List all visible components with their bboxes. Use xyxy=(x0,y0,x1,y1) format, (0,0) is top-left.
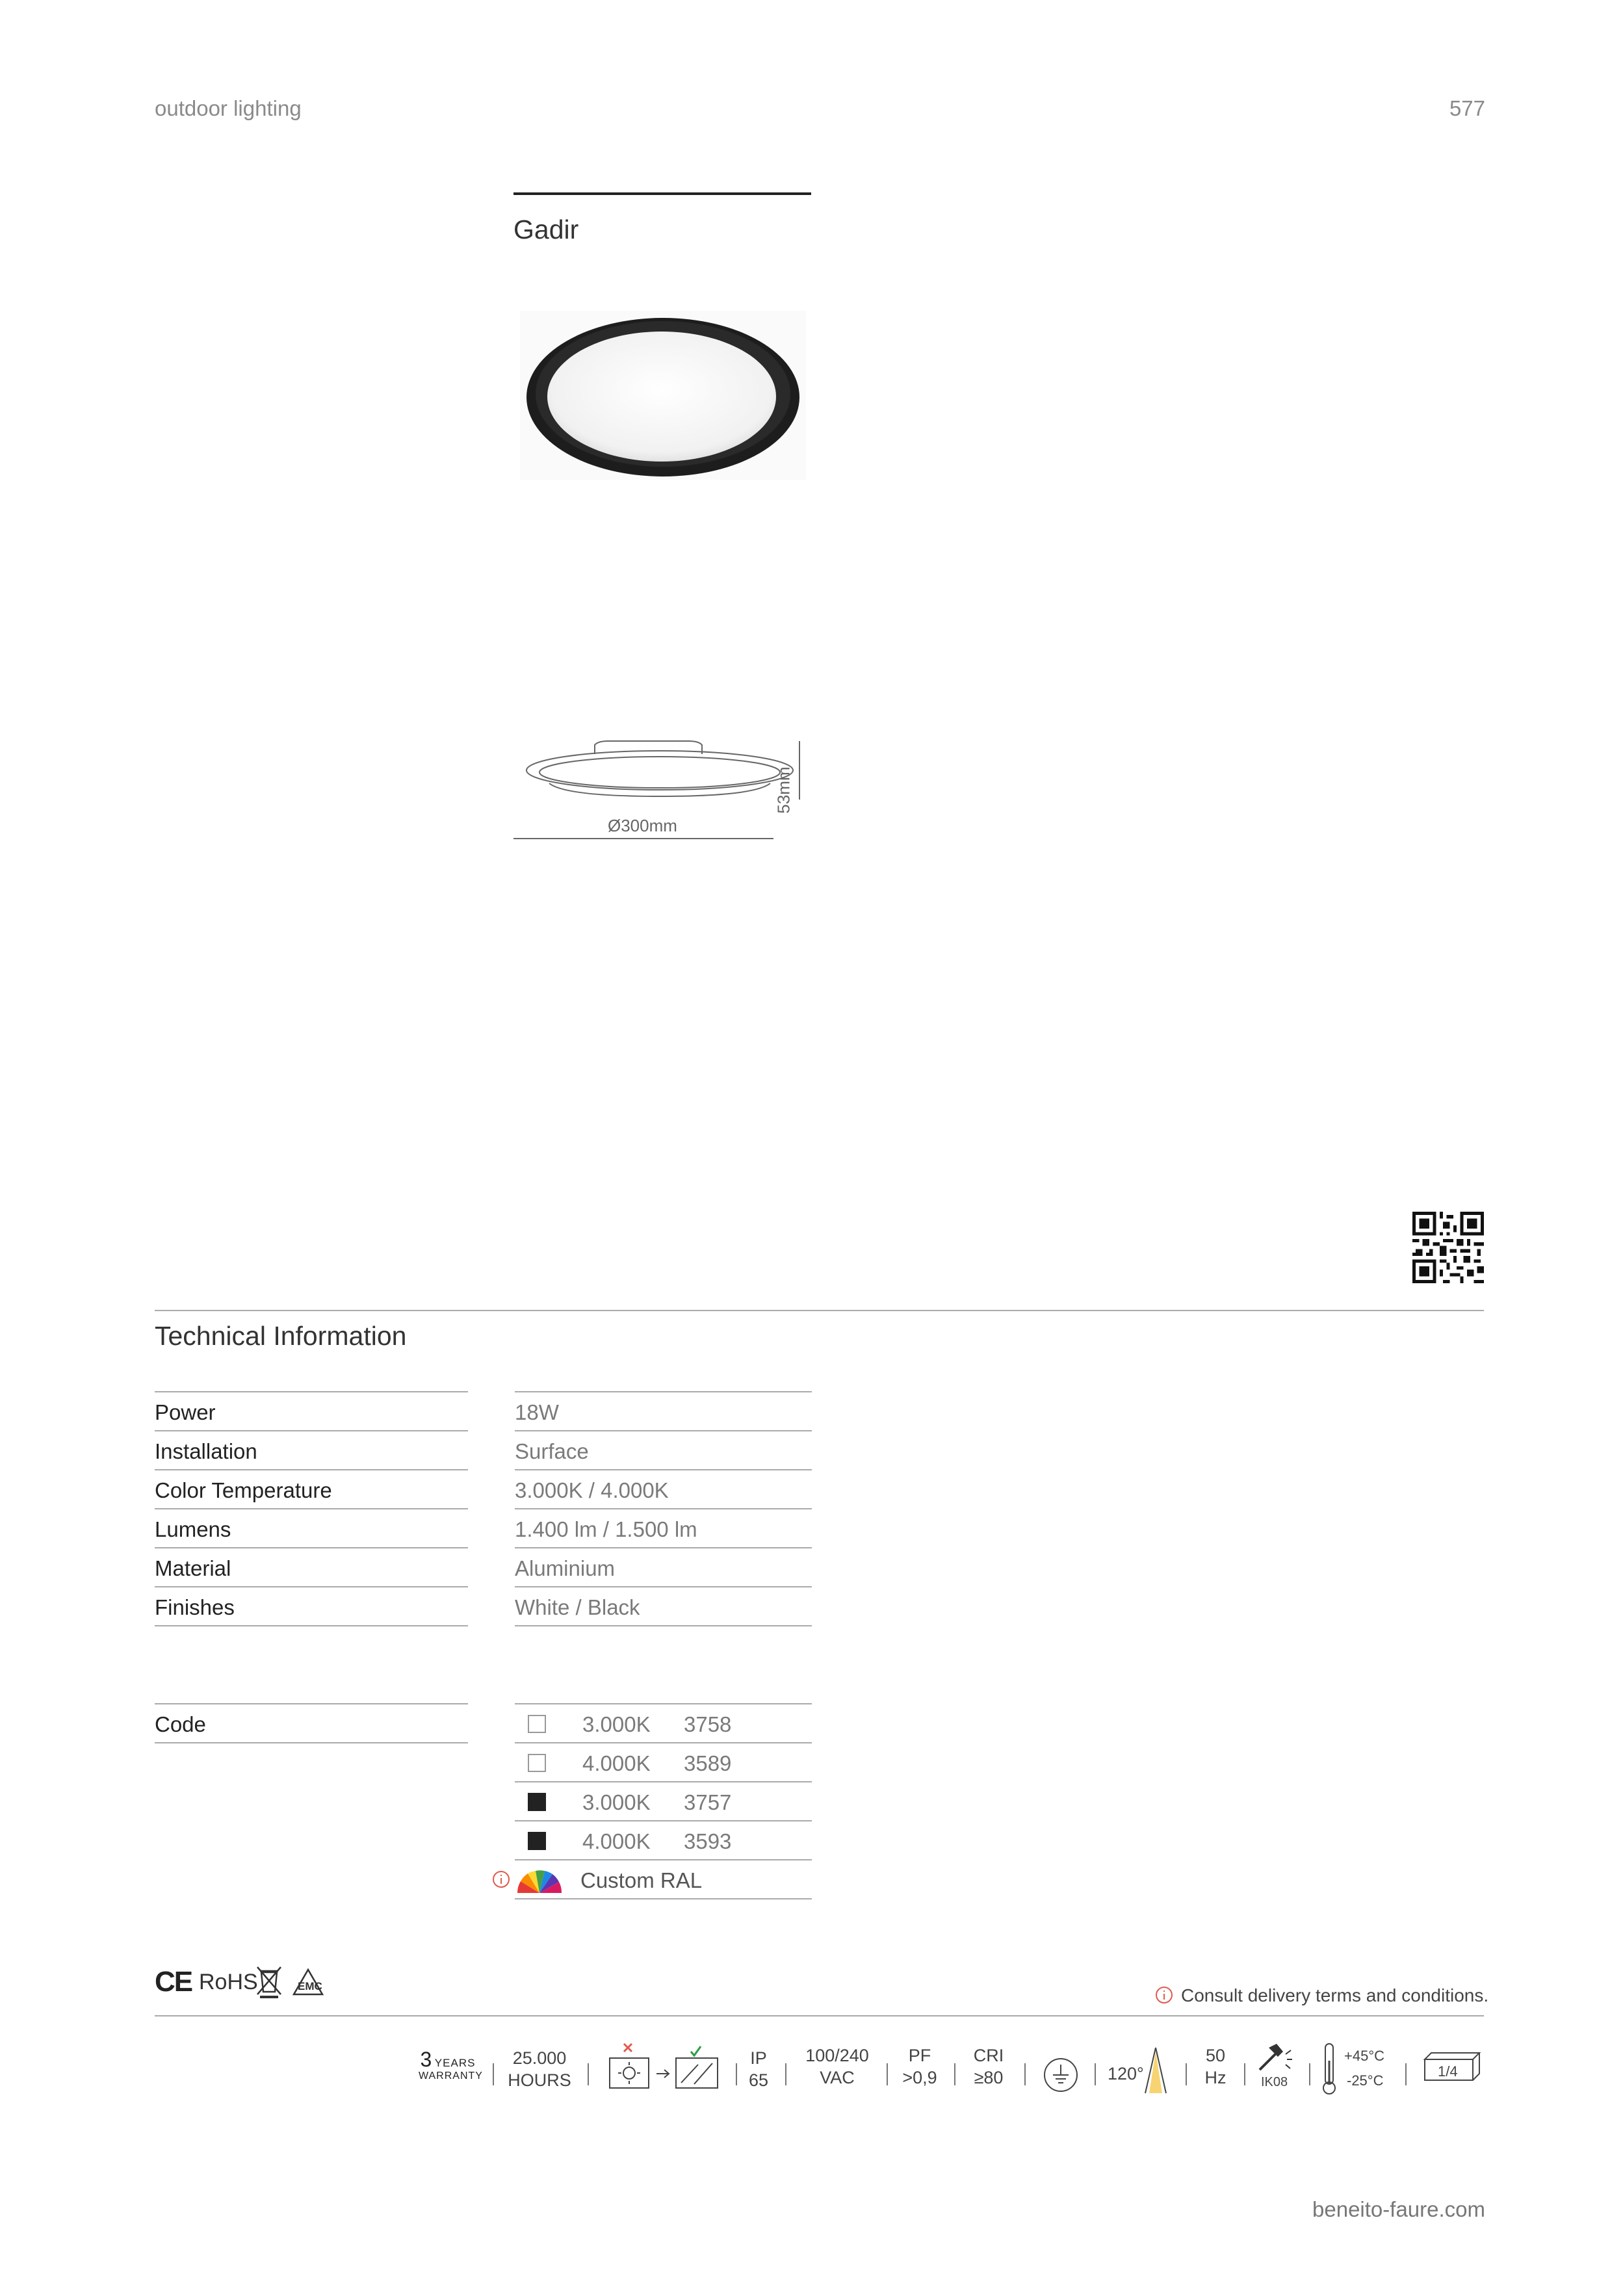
hours-badge xyxy=(507,2048,572,2092)
spec-separator xyxy=(493,2063,494,2085)
white-finish-swatch xyxy=(528,1754,546,1772)
voltage-badge xyxy=(798,2045,876,2089)
product-name: Gadir xyxy=(513,215,579,244)
ground-icon xyxy=(1043,2057,1079,2093)
temp-max: +45°C xyxy=(1344,2048,1385,2064)
spec-rule xyxy=(515,1430,812,1431)
code-rule xyxy=(515,1898,812,1899)
bottom-rule xyxy=(155,2015,1484,2016)
qr-code xyxy=(1412,1212,1484,1283)
code-temp: 3.000K xyxy=(582,1712,651,1736)
black-finish-swatch xyxy=(528,1793,546,1811)
page-number: 577 xyxy=(1449,96,1485,120)
hours-label: HOURS xyxy=(508,2070,571,2090)
impact-hammer-icon xyxy=(1254,2041,1293,2072)
code-rule xyxy=(155,1742,468,1743)
code-temp: 3.000K xyxy=(582,1790,651,1814)
spec-value-material: Aluminium xyxy=(515,1556,616,1580)
warranty-number: 3 xyxy=(420,2048,432,2071)
hours-value: 25.000 xyxy=(512,2048,567,2068)
black-finish-swatch xyxy=(528,1832,546,1850)
spec-separator xyxy=(1405,2063,1407,2085)
code-number: 3758 xyxy=(684,1712,732,1736)
code-rule xyxy=(155,1703,468,1704)
ce-mark: CE xyxy=(155,1966,192,1998)
code-label: Code xyxy=(155,1712,206,1736)
spec-rule xyxy=(155,1586,468,1587)
pf-label: PF xyxy=(908,2046,931,2065)
code-rule xyxy=(515,1859,812,1860)
code-rule xyxy=(515,1742,812,1743)
warranty-years: YEARS xyxy=(434,2057,476,2069)
spec-label-power: Power xyxy=(155,1400,216,1424)
cri-label: CRI xyxy=(973,2046,1004,2065)
code-temp: 4.000K xyxy=(582,1829,651,1853)
cri-value: ≥80 xyxy=(974,2067,1004,2087)
spec-separator xyxy=(588,2063,589,2085)
spec-rule xyxy=(515,1469,812,1470)
delivery-note: Consult delivery terms and conditions. xyxy=(1181,1985,1489,2005)
spec-label-lumens: Lumens xyxy=(155,1517,231,1541)
spec-separator xyxy=(1186,2063,1187,2085)
spec-value-finishes: White / Black xyxy=(515,1595,640,1619)
spec-rule xyxy=(515,1508,812,1509)
code-temp: 4.000K xyxy=(582,1751,651,1775)
title-rule xyxy=(513,192,811,195)
voltage-value: 100/240 xyxy=(805,2046,869,2065)
spec-rule xyxy=(155,1547,468,1548)
code-number: 3757 xyxy=(684,1790,732,1814)
spec-label-finishes: Finishes xyxy=(155,1595,235,1619)
thermometer-icon xyxy=(1319,2041,1339,2096)
spec-value-color-temperature: 3.000K / 4.000K xyxy=(515,1478,669,1502)
spec-label-material: Material xyxy=(155,1556,231,1580)
spec-label-installation: Installation xyxy=(155,1439,257,1463)
spec-value-power: 18W xyxy=(515,1400,559,1424)
code-number: 3593 xyxy=(684,1829,732,1853)
info-icon[interactable] xyxy=(1154,1985,1174,2005)
frequency-badge xyxy=(1197,2045,1234,2089)
website-link[interactable]: beneito-faure.com xyxy=(1312,2197,1485,2221)
beam-angle-icon xyxy=(1141,2044,1170,2096)
pf-value: >0,9 xyxy=(902,2067,937,2087)
spec-value-lumens: 1.400 lm / 1.500 lm xyxy=(515,1517,697,1541)
height-label: 53mm xyxy=(773,766,794,814)
voltage-unit: VAC xyxy=(820,2067,855,2087)
spec-separator xyxy=(1244,2063,1245,2085)
power-factor-badge xyxy=(897,2045,942,2089)
section-rule xyxy=(155,1310,1484,1311)
ip-label: IP xyxy=(750,2048,767,2068)
category-label: outdoor lighting xyxy=(155,96,302,120)
emc-label: EMC xyxy=(298,1980,322,1992)
spec-rule xyxy=(515,1547,812,1548)
cri-badge xyxy=(966,2045,1011,2089)
code-rule xyxy=(515,1781,812,1782)
spec-rule xyxy=(155,1430,468,1431)
code-number: 3589 xyxy=(684,1751,732,1775)
diameter-label: Ø300mm xyxy=(608,816,677,835)
ip-value: 65 xyxy=(748,2070,769,2090)
spec-rule xyxy=(515,1625,812,1626)
warranty-word: WARRANTY xyxy=(419,2070,483,2081)
spec-rule xyxy=(515,1391,812,1392)
temp-min: -25°C xyxy=(1347,2072,1384,2089)
spec-separator xyxy=(954,2063,955,2085)
spec-label-color-temperature: Color Temperature xyxy=(155,1478,332,1502)
white-finish-swatch xyxy=(528,1715,546,1733)
frequency-value: 50 xyxy=(1205,2046,1226,2065)
beam-angle: 120° xyxy=(1108,2064,1144,2083)
spec-rule xyxy=(155,1508,468,1509)
technical-title: Technical Information xyxy=(155,1321,407,1351)
packaging-quantity: 1/4 xyxy=(1438,2063,1458,2080)
spec-separator xyxy=(887,2063,888,2085)
weee-bin-icon xyxy=(255,1964,283,1998)
spec-rule xyxy=(155,1625,468,1626)
code-rule xyxy=(515,1703,812,1704)
frequency-unit: Hz xyxy=(1204,2067,1227,2087)
spec-separator xyxy=(1024,2063,1026,2085)
custom-ral-label: Custom RAL xyxy=(580,1868,703,1892)
spec-separator xyxy=(1095,2063,1096,2085)
spec-value-installation: Surface xyxy=(515,1439,589,1463)
led-replacement-icon xyxy=(606,2041,723,2096)
spec-separator xyxy=(736,2063,737,2085)
spec-rule xyxy=(155,1469,468,1470)
ik-rating: IK08 xyxy=(1261,2075,1288,2089)
spec-rule xyxy=(515,1586,812,1587)
spec-separator xyxy=(785,2063,786,2085)
ip-rating xyxy=(744,2048,773,2092)
info-icon[interactable] xyxy=(491,1870,511,1889)
rohs-mark: RoHS xyxy=(199,1970,258,1994)
ral-color-fan-icon xyxy=(515,1863,564,1896)
warranty-badge xyxy=(419,2048,483,2082)
product-image xyxy=(520,311,806,480)
spec-separator xyxy=(1309,2063,1310,2085)
code-rule xyxy=(515,1820,812,1821)
spec-rule xyxy=(155,1391,468,1392)
